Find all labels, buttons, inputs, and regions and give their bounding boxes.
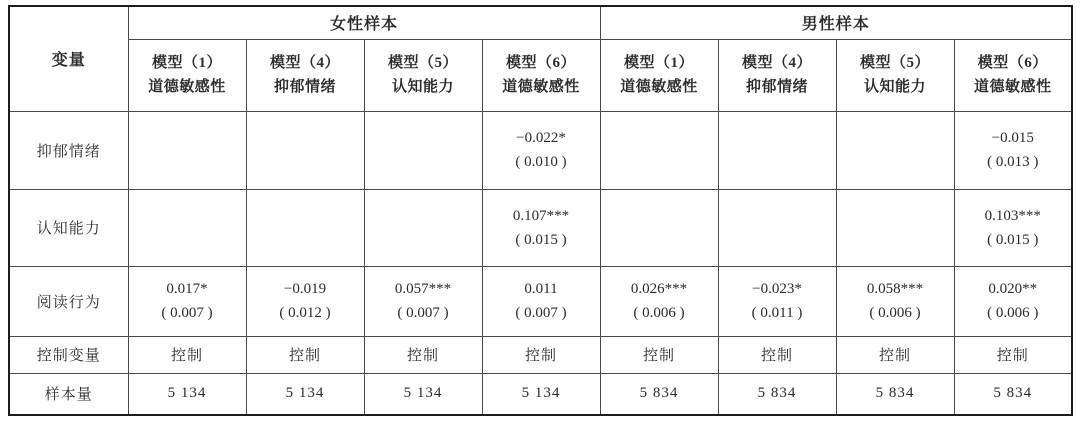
coef-cell <box>246 266 364 336</box>
coef-cell <box>246 189 364 266</box>
table-row-reading-behavior <box>9 266 1072 336</box>
coef-cell <box>364 111 482 189</box>
model-header-female-4 <box>246 39 364 111</box>
standard-error: ( 0.015 ) <box>987 231 1039 248</box>
coef-cell <box>128 189 246 266</box>
coef-cell <box>600 189 718 266</box>
sample-size-cell: 5 134 <box>128 373 246 415</box>
model-number: 模型（5） <box>860 55 931 71</box>
model-dependent-variable: 认知能力 <box>391 79 454 95</box>
control-cell: 控制 <box>836 336 954 373</box>
model-dependent-variable: 道德敏感性 <box>148 79 226 95</box>
coef-cell <box>246 111 364 189</box>
standard-error: ( 0.006 ) <box>987 305 1039 321</box>
sample-size-cell: 5 834 <box>836 373 954 415</box>
coef-cell <box>600 111 718 189</box>
coef-cell <box>482 266 600 336</box>
coefficient-value: 0.020** <box>988 281 1038 297</box>
model-header-female-6 <box>482 39 600 111</box>
standard-error: ( 0.011 ) <box>751 305 803 321</box>
coef-cell <box>128 111 246 189</box>
model-header-male-1 <box>600 39 718 111</box>
table-row-depression <box>9 111 1072 189</box>
group-header-male-sample: 男性样本 <box>600 6 1072 39</box>
coef-cell <box>364 266 482 336</box>
coef-cell <box>718 111 836 189</box>
model-number: 模型（1） <box>151 55 222 71</box>
model-number: 模型（5） <box>387 55 458 71</box>
sample-size-cell: 5 134 <box>246 373 364 415</box>
model-dependent-variable: 认知能力 <box>864 79 927 95</box>
model-dependent-variable: 抑郁情绪 <box>273 79 336 95</box>
coefficient-value: 0.026*** <box>630 281 688 297</box>
row-label-cognitive-ability: 认知能力 <box>9 189 128 266</box>
standard-error: ( 0.006 ) <box>633 305 685 321</box>
sample-size-cell: 5 134 <box>364 373 482 415</box>
coef-cell <box>954 266 1072 336</box>
group-header-row <box>9 6 1072 39</box>
coefficient-value: −0.019 <box>283 281 327 297</box>
control-cell: 控制 <box>600 336 718 373</box>
coefficient-value: −0.015 <box>991 130 1034 146</box>
control-cell: 控制 <box>364 336 482 373</box>
sample-size-cell: 5 834 <box>954 373 1072 415</box>
model-header-row <box>9 39 1072 111</box>
model-number: 模型（6） <box>506 55 577 71</box>
table-row-control-variables <box>9 336 1072 373</box>
standard-error: ( 0.007 ) <box>161 305 213 321</box>
standard-error: ( 0.012 ) <box>279 305 331 321</box>
model-number: 模型（4） <box>742 55 813 71</box>
standard-error: ( 0.013 ) <box>987 154 1039 170</box>
control-cell: 控制 <box>718 336 836 373</box>
table-row-cognitive-ability <box>9 189 1072 266</box>
coef-cell <box>482 111 600 189</box>
group-header-female-sample: 女性样本 <box>128 6 600 39</box>
control-cell: 控制 <box>246 336 364 373</box>
coefficient-value: −0.023* <box>752 281 802 297</box>
model-dependent-variable: 抑郁情绪 <box>746 79 809 95</box>
model-header-female-5 <box>364 39 482 111</box>
coefficient-value: −0.022* <box>516 130 566 146</box>
control-cell: 控制 <box>482 336 600 373</box>
coef-cell <box>718 189 836 266</box>
coef-cell <box>836 111 954 189</box>
sample-size-cell: 5 834 <box>718 373 836 415</box>
standard-error: ( 0.010 ) <box>515 154 567 170</box>
corner-header-variable: 变量 <box>9 6 128 111</box>
standard-error: ( 0.007 ) <box>397 305 449 321</box>
control-cell: 控制 <box>954 336 1072 373</box>
regression-results-table <box>8 5 1073 416</box>
row-label-depression: 抑郁情绪 <box>9 111 128 189</box>
model-dependent-variable: 道德敏感性 <box>502 79 580 95</box>
model-header-male-5 <box>836 39 954 111</box>
coefficient-value: 0.103*** <box>984 207 1041 224</box>
coefficient-value: 0.058*** <box>866 281 924 297</box>
model-header-male-4 <box>718 39 836 111</box>
coefficient-value: 0.011 <box>524 281 558 297</box>
sample-size-cell: 5 834 <box>600 373 718 415</box>
model-header-male-6 <box>954 39 1072 111</box>
model-number: 模型（6） <box>977 55 1048 71</box>
model-number: 模型（4） <box>269 55 340 71</box>
table-row-sample-size <box>9 373 1072 415</box>
standard-error: ( 0.007 ) <box>515 305 567 321</box>
sample-size-cell: 5 134 <box>482 373 600 415</box>
row-label-control-variables: 控制变量 <box>9 336 128 373</box>
coef-cell <box>718 266 836 336</box>
coef-cell <box>954 111 1072 189</box>
coef-cell <box>836 266 954 336</box>
row-label-reading-behavior: 阅读行为 <box>9 266 128 336</box>
coef-cell <box>836 189 954 266</box>
model-dependent-variable: 道德敏感性 <box>974 79 1052 95</box>
coef-cell <box>954 189 1072 266</box>
coef-cell <box>600 266 718 336</box>
coefficient-value: 0.017* <box>166 281 208 297</box>
standard-error: ( 0.015 ) <box>515 231 567 248</box>
coefficient-value: 0.107*** <box>512 207 570 224</box>
coef-cell <box>364 189 482 266</box>
coefficient-value: 0.057*** <box>394 281 452 297</box>
coef-cell <box>128 266 246 336</box>
control-cell: 控制 <box>128 336 246 373</box>
coef-cell <box>482 189 600 266</box>
model-header-female-1 <box>128 39 246 111</box>
row-label-sample-size: 样本量 <box>9 373 128 415</box>
model-number: 模型（1） <box>624 55 695 71</box>
model-dependent-variable: 道德敏感性 <box>620 79 698 95</box>
standard-error: ( 0.006 ) <box>869 305 921 321</box>
